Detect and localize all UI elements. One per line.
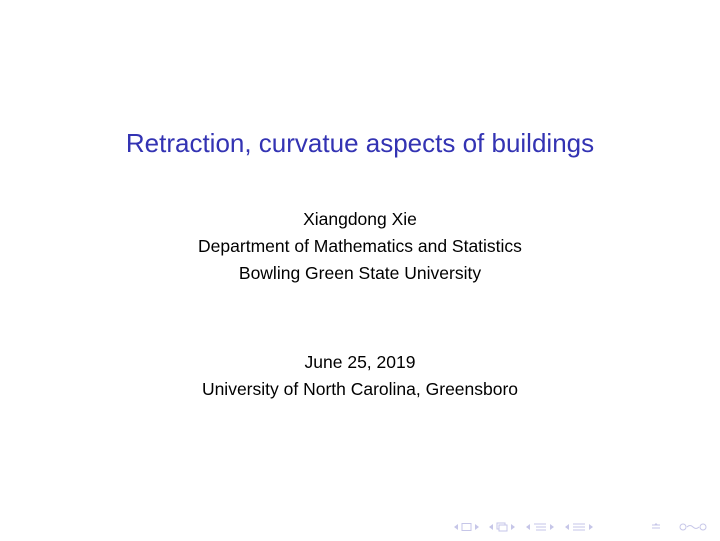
nav-subsection-right-icon[interactable]	[511, 524, 515, 530]
nav-toc-icon[interactable]	[652, 523, 660, 528]
presentation-title: Retraction, curvatue aspects of buildings	[125, 128, 595, 158]
nav-subsection-left-icon[interactable]	[489, 524, 493, 530]
author-department: Department of Mathematics and Statistics	[198, 236, 522, 256]
nav-document-icon[interactable]	[573, 524, 585, 530]
navigation-symbols	[452, 521, 714, 533]
nav-frame-left-icon[interactable]	[454, 524, 458, 530]
author-university: Bowling Green State University	[238, 263, 482, 283]
nav-search-icon[interactable]	[680, 524, 706, 530]
nav-section-icon[interactable]	[534, 524, 546, 530]
nav-document-left-icon[interactable]	[565, 524, 569, 530]
author-name: Xiangdong Xie	[303, 209, 417, 229]
nav-subsection-icon[interactable]	[497, 523, 507, 531]
nav-section-left-icon[interactable]	[526, 524, 530, 530]
navigation-bar	[452, 521, 714, 533]
nav-section-right-icon[interactable]	[550, 524, 554, 530]
event-date: June 25, 2019	[304, 352, 416, 372]
nav-document-right-icon[interactable]	[589, 524, 593, 530]
nav-frame-right-icon[interactable]	[475, 524, 479, 530]
event-location: University of North Carolina, Greensboro	[201, 379, 519, 399]
nav-frame-icon[interactable]	[462, 524, 471, 531]
